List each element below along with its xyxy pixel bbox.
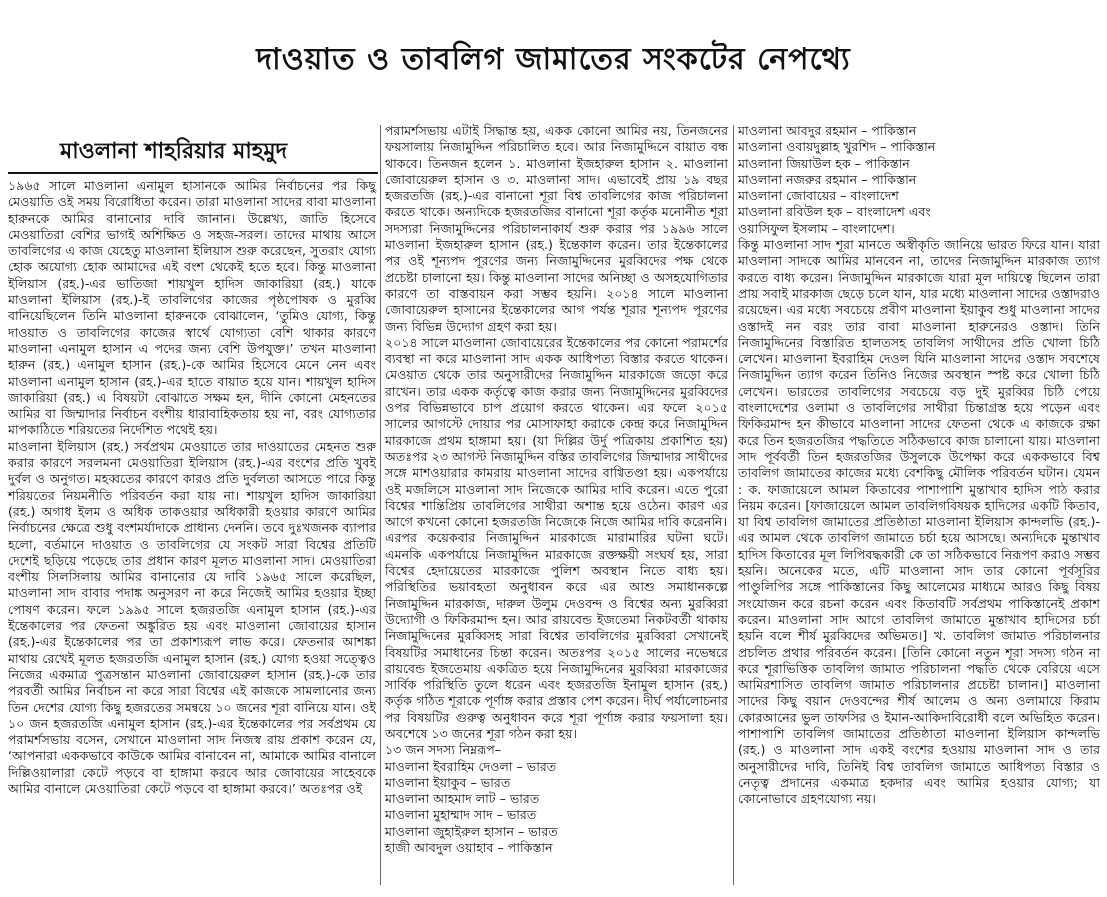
list-item: মাওলানা জিয়াউল হক – পাকিস্তান xyxy=(738,155,910,171)
list-item: মাওলানা ওবায়দুল্লাহ খুরশিদ – পাকিস্তান xyxy=(738,139,936,155)
list-item: ওয়াসিফুল ইসলাম – বাংলাদেশ। xyxy=(738,220,895,236)
list-item: মাওলানা জুহাইরুল হাসান – ভারত xyxy=(385,823,558,839)
list-item: মাওলানা মুহাম্মাদ সাদ – ভারত xyxy=(385,807,537,823)
member-list xyxy=(385,759,728,857)
list-item: মাওলানা রবিউল হক – বাংলাদেশ এবং xyxy=(738,204,931,220)
article-headline: দাওয়াত ও তাবলিগ জামাতের সংকটের নেপথ্যে xyxy=(256,42,851,77)
list-item: মাওলানা আবদুর রহমান – পাকিস্তান xyxy=(738,123,917,138)
article-column-3 xyxy=(738,123,1100,807)
article-column-1 xyxy=(8,178,376,797)
list-item: মাওলানা ইয়াকুব – ভারত xyxy=(385,774,511,790)
paragraph: ২০১৪ সালে মাওলানা জোবায়েরের ইন্তেকালের পর কোনো পরামর্শের ব্যবস্থা না করে মাওলানা সাদ একক আধিপত্য বিস্তার করতে থাকেন। মেওয়াত থেকে তার অনুসারীদের নিজামুদ্দিন মারকাজে জড়ো করে রাখেন। তার একক কর্তৃত্বে কাজ করার জন্য নিজামুদ্দিনের মুরব্বিদের ওপর বিভিন্নভাবে চাপ প্রয়োগ করতে থাকেন। এর ফলে ২০১৫ সালের আগস্টে দোয়ার পর মোসাফাহা করাকে কেন্দ্র করে নিজামুদ্দিন মারকাজে প্রথম হাঙ্গামা হয়। (যা দিল্লির উর্দু পত্রিকায় প্রকাশিত হয়) অতঃপর ২৩ আগস্ট নিজামুদ্দিন বস্তির তাবলিগের জিম্মাদার সাথীদের সঙ্গে মাশওয়ারার কামরায় মাওলানা সাদের বাগ্বিতণ্ডা হয়। একপর্যায়ে ওই মজলিসে মাওলানা সাদ নিজেকে আমির দাবি করেন। এতে পুরো বিশ্বের শান্তিপ্রিয় তাবলিগের সাথীরা অশান্ত হয়ে ওঠেন। কারণ এর আগে কখনো কোনো হজরতজি নিজেকে নিজে আমির দাবি করেননি। xyxy=(385,334,728,530)
member-list-title: ১৩ জন সদস্য নিম্নরূপ– xyxy=(385,742,502,758)
list-item: হাজী আবদুল ওয়াহাব – পাকিস্তান xyxy=(385,840,553,856)
paragraph: কিন্তু মাওলানা সাদ শূরা মানতে অস্বীকৃতি জানিয়ে ভারত ফিরে যান। যারা মাওলানা সাদকে আমির মানবেন না, তাদের নিজামুদ্দিন মারকাজ ত্যাগ করতে বাধ্য করেন। নিজামুদ্দিন মারকাজে যারা মূল দায়িত্বে ছিলেন তারা প্রায় সবাই মারকাজ ছেড়ে চলে যান, যার মধ্যে মাওলানা সাদের ওস্তাদরাও রয়েছেন। এর মধ্যে সবচেয়ে প্রবীণ মাওলানা ইয়াকুব শুধু মাওলানা সাদের ওস্তাদই নন বরং তার বাবা মাওলানা হারুনেরও ওস্তাদ। তিনি নিজামুদ্দিনের বিস্তারিত হালতসহ তাবলিগ সাথীদের প্রতি খোলা চিঠি লেখেন। মাওলানা ইবরাহিম দেওল যিনি মাওলানা সাদের ওস্তাদ সবশেষে নিজামুদ্দিন ত্যাগ করেন তিনিও নিজের অবস্থান স্পষ্ট করে খোলা চিঠি লেখেন। ভারতের তাবলিগের সবচেয়ে বড় দুই মুরব্বির চিঠি পেয়ে বাংলাদেশের ওলামা ও তাবলিগের সাথীরা চিন্তাগ্রস্ত হয়ে পড়েন এবং ফিকিরমান্দ হন কীভাবে মাওলানা সাদের ফেতনা থেকে এ কাজকে রক্ষা করে তিন হজরতজির পদ্ধতিতে সঠিকভাবে কাজ চালানো যায়। মাওলানা সাদ পূর্ববর্তী তিন হজরতজির উসুলকে উপেক্ষা করে এককভাবে বিশ্ব তাবলিগ জামাতের কাজের মধ্যে বেশকিছু মৌলিক পরিবর্তন ঘটান। যেমন : ক. ফাজায়েলে আমল কিতাবের পাশাপাশি মুন্তাখাব হাদিস পাঠ করার নিয়ম করেন। [ফাজায়েলে আমল তাবলিগবিষয়ক হাদিসের একটি কিতাব, যা বিশ্ব তাবলিগ জামাতের প্রতিষ্ঠাতা মাওলানা ইলিয়াস কান্দলভি (রহ.)-এর আমল থেকে তাবলিগ জামাতে চর্চা হয়ে আসছে। অন্যদিকে মুন্তাখাব হাদিস কিতাবের মূল লিপিবদ্ধকারী কে তা সঠিকভাবে নিরূপণ করাও সম্ভব হয়নি। অনেকের মতে, এটি মাওলানা সাদ তার কোনো পূর্বসূরির পাণ্ডুলিপির সঙ্গে পাকিস্তানের কিছু আলেমের মাধ্যমে আরও কিছু বিষয় সংযোজন করে রচনা করেন এবং কিতাবটি সর্বপ্রথম পাকিস্তানেই প্রকাশ করেন। মাওলানা সাদ আগে তাবলিগ জামাতে মুন্তাখাব হাদিসের চর্চা হয়নি বলে শীর্ষ মুরব্বিদের অভিমত।] খ. তাবলিগ জামাত পরিচালনার প্রচলিত প্রথার পরিবর্তন করেন। [তিনি কোনো নতুন শূরা সদস্য গঠন না করে শূরাভিত্তিক তাবলিগ জামাত পরিচালনা পদ্ধতি থেকে বেরিয়ে এসে আমিরশাসিত তাবলিগ জামাত পরিচালনার প্রচেষ্টা চালান।] মাওলানা সাদের কিছু বয়ান দেওবন্দের শীর্ষ আলেম ও অন্য ওলামায়ে কিরাম কোরআনের ভুল তাফসির ও ইমান-আকিদাবিরোধী বলে অভিহিত করেন। পাশাপাশি তাবলিগ জামাতের প্রতিষ্ঠাতা মাওলানা ইলিয়াস কান্দলভি (রহ.) ও মাওলানা সাদ একই বংশের হওয়ায় মাওলানা সাদ ও তার অনুসারীদের দাবি, তিনিই বিশ্ব তাবলিগ জামাতে আধিপত্য বিস্তার ও নেতৃত্ব প্রদানের একমাত্র হকদার এবং আমির হওয়ার যোগ্য; যা কোনোভাবে গ্রহণযোগ্য নয়। xyxy=(738,237,1100,807)
paragraph: মাওলানা ইলিয়াস (রহ.) সর্বপ্রথম মেওয়াতে তার দাওয়াতের মেহনত শুরু করার কারণে সরলমনা মেওয়াতিরা ইলিয়াস (রহ.)-এর বংশের প্রতি খুবই দুর্বল ও অনুগত। মহব্বতের কারণে কারও প্রতি দুর্বলতা আসতে পারে কিন্তু শরিয়তের নিয়মনীতি পরিবর্তন করা যায় না। শায়খুল হাদিস জাকারিয়া (রহ.) অগাধ ইলম ও অধিক তাকওয়ার অধিকারী হওয়ার কারণে আমির নির্বাচনের ক্ষেত্রে শুধু বংশমর্যাদাকে প্রাধান্য দেননি। তবে দুঃখজনক ব্যাপার হলো, বর্তমানে দাওয়াত ও তাবলিগের যে সংকট সারা বিশ্বের প্রতিটি দেশেই ছড়িয়ে পড়েছে তার প্রধান কারণ মূলত মাওলানা সাদ। মেওয়াতিরা বংশীয় সিলসিলায় আমির বানানোর যে দাবি ১৯৬৫ সালে করেছিল, মাওলানা সাদ বাবার পদাঙ্ক অনুসরণ না করে নিজেই আমির হওয়ার ইচ্ছা পোষণ করেন। ফলে ১৯৯৫ সালে হজরতজি এনামুল হাসান (রহ.)-এর ইন্তেকালের পর ফেতনা অঙ্কুরিত হয় এবং মাওলানা জোবায়ের হাসান (রহ.)-এর ইন্তেকালের পর তা প্রকাশ্যরূপ লাভ করে। ফেতনার আশঙ্কা মাথায় রেখেই মূলত হজরতজি এনামুল হাসান (রহ.) যোগ্য হওয়া সত্ত্বেও নিজের একমাত্র পুত্রসন্তান মাওলানা জোবায়েরুল হাসান (রহ.)-কে তার পরবর্তী আমির নির্বাচন না করে সারা বিশ্বের এই কাজকে সামলানোর জন্য তিন দেশের যোগ্য কিছু হজরতের সমন্বয়ে ১০ জনের শূরা বানিয়ে যান। ওই ১০ জন হজরতজি এনামুল হাসান (রহ.)-এর ইন্তেকালের পর সর্বপ্রথম যে পরামর্শসভায় বসেন, সেখানে মাওলানা সাদ নিজস্ব রায় প্রকাশ করেন যে, ‘আপনারা এককভাবে কাউকে আমির বানাবেন না, আমাকে আমির বানালে দিল্লিওয়ালারা কেটে পড়বে বা হাঙ্গামা করবে আর জোবায়ের সাহেবকে আমির বানালে মেওয়াতিরা কেটে পড়বে বা হাঙ্গামা করবে।’ অতঃপর ওই xyxy=(8,438,376,796)
paragraph: ১৯৬৫ সালে মাওলানা এনামুল হাসানকে আমির নির্বাচনের পর কিছু মেওয়াতি ওই সময় বিরোধিতা করেন। তারা মাওলানা সাদের বাবা মাওলানা হারুনকে আমির বানানোর দাবি জানান। উল্লেখ্য, জাতি হিসেবে মেওয়াতিরা বেশির ভাগই অশিক্ষিত ও সহজ-সরল। তাদের মাথায় আসে তাবলিগের এ কাজ যেহেতু মাওলানা ইলিয়াস শুরু করেছেন, সুতরাং যোগ্য হোক অযোগ্য হোক আমাদের এই বংশ থেকেই হতে হবে। কিন্তু মাওলানা ইলিয়াস (রহ.)-এর ভাতিজা শায়খুল হাদিস জাকারিয়া (রহ.) যাকে মাওলানা ইলিয়াস (রহ.)-ই তাবলিগের কাজের পৃষ্ঠপোষক ও মুরব্বি বানিয়েছিলেন তিনি মাওলানা হারুনকে বোঝালেন, ‘তুমিও যোগ্য, কিন্তু দাওয়াত ও তাবলিগের কাজের স্বার্থে যোগ্যতা বেশি থাকার কারণে মাওলানা এনামুল হাসান এ পদের জন্য বেশি উপযুক্ত।’ তখন মাওলানা হারুন (রহ.) এনামুল হাসান (রহ.)-কে আমির হিসেবে মেনে নেন এবং মাওলানা এনামুল হাসান (রহ.)-এর হাতে বায়াত হয়ে যান। শায়খুল হাদিস জাকারিয়া (রহ.) এ বিষয়টা বোঝাতে সক্ষম হন, দীনি কোনো মেহনতের আমির বা জিম্মাদার নির্বাচন বংশীয় ধারাবাহিকতায় হয় না, বরং যোগ্যতার মাপকাঠিতে শরিয়তের নির্দেশিত পথেই হয়। xyxy=(8,178,376,438)
list-item: মাওলানা ইবরাহিম দেওলা – ভারত xyxy=(385,758,557,774)
paragraph: এরপর কয়েকবার নিজামুদ্দিন মারকাজে মারামারির ঘটনা ঘটে। এমনকি একপর্যায়ে নিজামুদ্দিন মারকাজে রক্তক্ষয়ী সংঘর্ষ হয়, সারা বিশ্বের হেদায়েতের মারকাজে পুলিশ অবস্থান নিতে বাধ্য হয়। পরিস্থিতির ভয়াবহতা অনুধাবন করে এর আশু সমাধানকল্পে নিজামুদ্দিন মারকাজ, দারুল উলুম দেওবন্দ ও বিশ্বের অন্য মুরব্বিরা উদ্যোগী ও ফিকিরমান্দ হন। আর রায়বেন্ড ইজতেমা নিকটবর্তী থাকায় নিজামুদ্দিনের মুরব্বিসহ সারা বিশ্বের তাবলিগের মুরব্বিরা সেখানেই বিষয়টির সমাধানের চিন্তা করেন। অতঃপর ২০১৫ সালের নভেম্বরে রায়বেন্ড ইজতেমায় একত্রিত হয়ে নিজামুদ্দিনের মুরব্বিরা মারকাজের সার্বিক পরিস্থিতি তুলে ধরেন এবং হজরতজি ইনামুল হাসান (রহ.) কর্তৃক গঠিত শূরাকে পূর্ণাঙ্গ করার প্রস্তাব পেশ করেন। দীর্ঘ পর্যালোচনার পর বিষয়টির গুরুত্ব অনুধাবন করে শূরা পূর্ণাঙ্গ করার ফয়সালা হয়। অবশেষে ১৩ জনের শূরা গঠন করা হয়। xyxy=(385,530,728,741)
list-item: মাওলানা আহমাদ লাট – ভারত xyxy=(385,791,540,807)
byline-rule xyxy=(8,172,378,174)
list-item: মাওলানা জোবায়ের – বাংলাদেশ xyxy=(738,188,899,204)
member-list-continued xyxy=(738,123,1100,237)
paragraph: পরামর্শসভায় এটাই সিদ্ধান্ত হয়, একক কোনো আমির নয়, তিনজনের ফয়সালায় নিজামুদ্দিন পরিচালিত হবে। আর নিজামুদ্দিনে বায়াত বন্ধ থাকবে। তিনজন হলেন ১. মাওলানা ইজহারুল হাসান ২. মাওলানা জোবায়েরুল হাসান ও ৩. মাওলানা সাদ। এভাবেই প্রায় ১৯ বছর হজরতজি (রহ.)-এর বানানো শূরা বিশ্ব তাবলিগের কাজ পরিচালনা করতে থাকে। অন্যদিকে হজরতজির বানানো শূরা কর্তৃক মনোনীত শূরা সদস্যরা নিজামুদ্দিনের পরিচালনাকার্য শুরু করার পর ১৯৯৬ সালে মাওলানা ইজহারুল হাসান (রহ.) ইন্তেকাল করেন। তার ইন্তেকালের পর ওই শূন্যপদ পূরণের জন্য নিজামুদ্দিনের মুরব্বিদের পক্ষ থেকে প্রচেষ্টা চালানো হয়। কিন্তু মাওলানা সাদের অনিচ্ছা ও অসহযোগিতার কারণে তা বাস্তবায়ন করা সম্ভব হয়নি। ২০১৪ সালে মাওলানা জোবায়েরুল হাসানের ইন্তেকালের আগ পর্যন্ত শূরার শূন্যপদ পূরণের জন্য বিভিন্ন উদ্যোগ গ্রহণ করা হয়। xyxy=(385,123,728,334)
list-item: মাওলানা নজরুর রহমান – পাকিস্তান xyxy=(738,171,917,187)
column-divider xyxy=(733,125,734,885)
column-divider xyxy=(380,125,381,885)
author-byline: মাওলানা শাহরিয়ার মাহমুদ xyxy=(60,139,288,164)
article-column-2 xyxy=(385,123,728,856)
